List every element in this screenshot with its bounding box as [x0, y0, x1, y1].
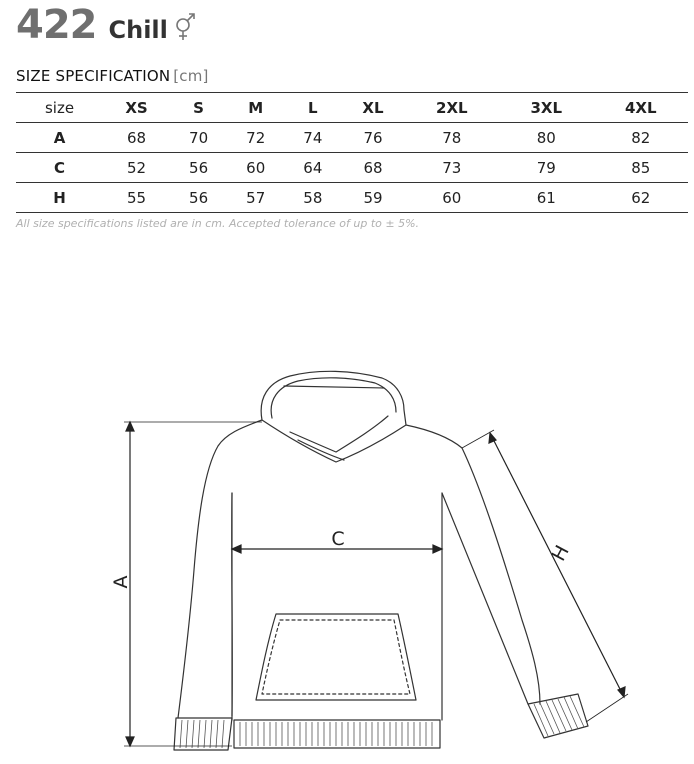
unisex-symbol-icon: [174, 12, 196, 46]
hoodie-measurement-diagram: [0, 360, 694, 764]
table-cell: 70: [189, 128, 209, 147]
table-cell: 78: [442, 128, 462, 147]
hood-seam: [284, 386, 384, 388]
hood-outline: [261, 371, 406, 462]
table-cell: 61: [536, 188, 556, 207]
hood-inner-line: [271, 378, 396, 418]
arrowhead-a-top: [126, 422, 134, 431]
tolerance-note: All size specifications listed are in cm. Accepted tolerance of up to ± 5%.: [16, 217, 420, 230]
dimension-label-c: C: [331, 528, 345, 550]
arrowhead-a-bottom: [126, 737, 134, 746]
size-header-4xl: 4XL: [593, 93, 688, 123]
arrowhead-c-left: [232, 545, 241, 553]
table-cell: 76: [363, 128, 383, 147]
table-cell: 68: [363, 158, 383, 177]
size-header-xs: XS: [103, 93, 170, 123]
table-cell: 72: [246, 128, 266, 147]
dimension-line-h: [490, 433, 624, 697]
size-spec-unit: [cm]: [173, 67, 209, 85]
table-cell: 79: [536, 158, 556, 177]
product-header: [16, 2, 196, 48]
size-table: [16, 92, 688, 213]
collar-fold: [290, 416, 388, 460]
product-code: 422: [16, 2, 97, 48]
table-cell: 60: [246, 158, 266, 177]
rib-texture: [180, 696, 584, 748]
table-row: [16, 123, 688, 153]
left-sleeve-outline: [178, 420, 262, 718]
product-name: Chill: [108, 16, 168, 44]
hem-band: [234, 720, 440, 748]
dimension-label-h: H: [547, 541, 574, 565]
row-label-a: A: [53, 128, 66, 147]
table-cell: 85: [631, 158, 651, 177]
pocket-stitch: [262, 620, 410, 694]
size-header-s: S: [170, 93, 227, 123]
kangaroo-pocket: [256, 614, 416, 700]
table-cell: 73: [442, 158, 462, 177]
table-cell: 59: [363, 188, 383, 207]
size-column-header: size: [16, 93, 103, 123]
size-header-l: L: [284, 93, 341, 123]
table-cell: 60: [442, 188, 462, 207]
right-sleeve-outline: [406, 425, 540, 704]
size-header-3xl: 3XL: [499, 93, 593, 123]
guide-line-h-bottom: [586, 694, 628, 722]
size-table-header-row: [16, 93, 688, 123]
table-cell: 55: [126, 188, 147, 207]
row-label-c: C: [54, 158, 66, 177]
size-header-2xl: 2XL: [405, 93, 499, 123]
row-label-h: H: [53, 188, 66, 207]
table-cell: 64: [303, 158, 323, 177]
arrowhead-c-right: [433, 545, 442, 553]
table-cell: 80: [536, 128, 556, 147]
size-header-xl: XL: [341, 93, 404, 123]
table-cell: 56: [189, 158, 209, 177]
table-cell: 62: [631, 188, 651, 207]
size-spec-title: [16, 67, 209, 85]
table-row: [16, 153, 688, 183]
table-cell: 56: [189, 188, 209, 207]
size-spec-heading: SIZE SPECIFICATION: [16, 67, 171, 85]
dimension-label-a: A: [110, 575, 132, 589]
table-cell: 74: [303, 128, 323, 147]
table-cell: 58: [303, 188, 323, 207]
table-cell: 57: [246, 188, 266, 207]
table-cell: 52: [126, 158, 147, 177]
table-cell: 68: [126, 128, 147, 147]
table-cell: 82: [631, 128, 651, 147]
table-row: [16, 183, 688, 213]
size-header-m: M: [227, 93, 284, 123]
